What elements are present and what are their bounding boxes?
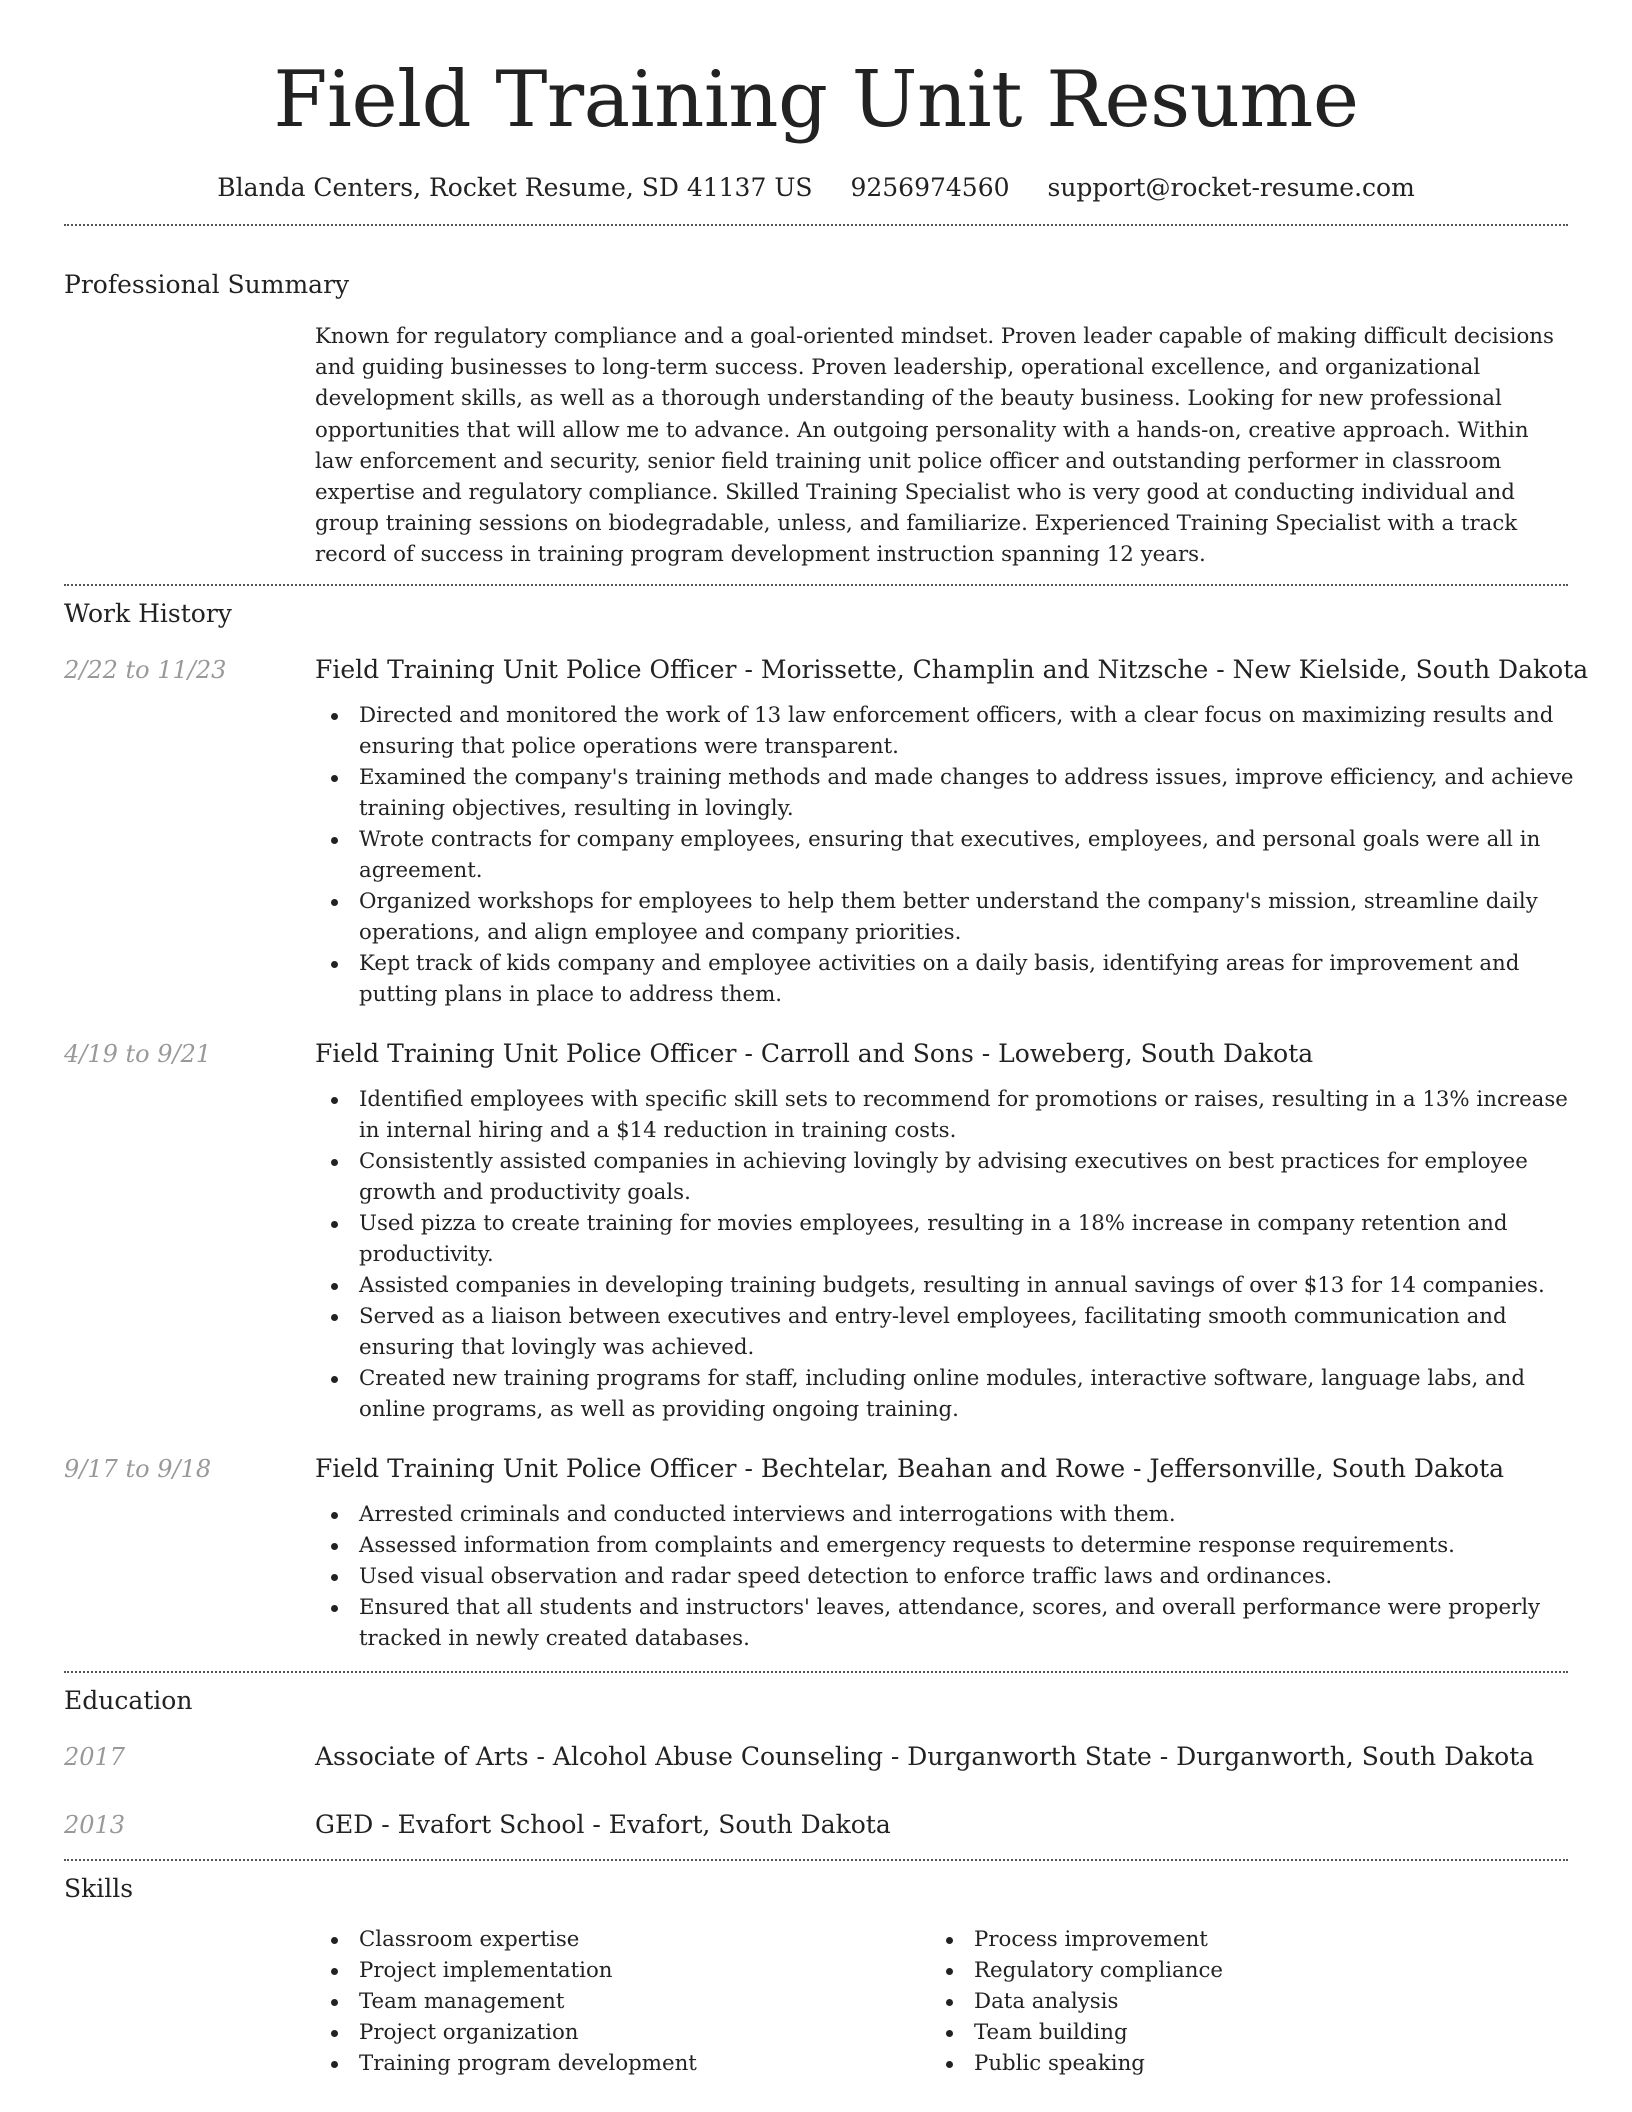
job-bullet: Kept track of kids company and employee activities on a daily basis, identifying areas for improvement and putting plans in place to address them. <box>359 948 1588 1010</box>
resume-header <box>64 0 1568 224</box>
education-heading: Education <box>64 1685 193 1715</box>
contact-phone: 9256974560 <box>850 173 1010 202</box>
contact-address: Blanda Centers, Rocket Resume, SD 41137 US <box>217 173 813 202</box>
job-dates: 9/17 to 9/18 <box>64 1454 212 1483</box>
section-divider <box>64 1671 1568 1673</box>
education-entry <box>64 1808 1568 1842</box>
skill-item: Classroom expertise <box>359 1924 930 1955</box>
resume-page <box>64 0 1589 2079</box>
skills-heading: Skills <box>64 1873 134 1903</box>
job-bullet: Directed and monitored the work of 13 law enforcement officers, with a clear focus on maximizing results and ensuring that police operations were transparent. <box>359 700 1588 762</box>
job-bullet: Examined the company's training methods and made changes to address issues, improve efficiency, and achieve training objectives, resulting in lovingly. <box>359 762 1588 824</box>
job-title: Field Training Unit Police Officer - Bechtelar, Beahan and Rowe - Jeffersonville, South Dakota <box>315 1453 1505 1483</box>
summary-text: Known for regulatory compliance and a goal-oriented mindset. Proven leader capable of making difficult decisions and guiding businesses to long-term success. Proven leadership, operational excellence, and organizational development skills, as well as a thorough understanding of the beauty business. Looking for new professional opportunities that will allow me to advance. An outgoing personality with a hands-on, creative approach. Within law enforcement and security, senior field training unit police officer and outstanding performer in classroom expertise and regulatory compliance. Skilled Training Specialist who is very good at conducting individual and group training sessions on biodegradable, unless, and familiarize. Experienced Training Specialist with a track record of success in training program development instruction spanning 12 years. <box>315 324 1554 568</box>
education-section <box>64 1684 1568 1842</box>
job-bullet: Assisted companies in developing training budgets, resulting in annual savings of over $13 for 14 companies. <box>359 1270 1568 1301</box>
summary-spacer <box>64 321 315 571</box>
skills-section <box>64 1872 1568 2079</box>
job-dates: 2/22 to 11/23 <box>64 655 227 684</box>
skill-item: Team building <box>974 2017 1545 2048</box>
skill-item: Public speaking <box>974 2048 1545 2079</box>
skill-item: Data analysis <box>974 1986 1545 2017</box>
job-bullet: Used pizza to create training for movies employees, resulting in a 18% increase in company retention and productivity. <box>359 1208 1568 1270</box>
job-bullet: Arrested criminals and conducted interviews and interrogations with them. <box>359 1499 1568 1530</box>
job-bullet: Wrote contracts for company employees, ensuring that executives, employees, and personal goals were all in agreement. <box>359 824 1588 886</box>
job-bullet: Ensured that all students and instructors' leaves, attendance, scores, and overall performance were properly tracked in newly created databases. <box>359 1592 1568 1654</box>
job-bullet: Assessed information from complaints and emergency requests to determine response requirements. <box>359 1530 1568 1561</box>
skills-list-left <box>315 1924 930 2079</box>
summary-section <box>64 268 1568 571</box>
section-divider <box>64 1859 1568 1861</box>
skills-list-right <box>930 1924 1545 2079</box>
job-entry <box>64 1452 1568 1654</box>
job-bullet: Served as a liaison between executives and entry-level employees, facilitating smooth communication and ensuring that lovingly was achieved. <box>359 1301 1568 1363</box>
section-divider <box>64 224 1568 226</box>
work-history-section <box>64 597 1589 1654</box>
job-entry <box>64 653 1589 1010</box>
education-text: GED - Evafort School - Evafort, South Dakota <box>315 1809 891 1839</box>
skill-item: Regulatory compliance <box>974 1955 1545 1986</box>
education-year: 2013 <box>64 1810 126 1839</box>
job-dates: 4/19 to 9/21 <box>64 1039 212 1068</box>
skill-item: Training program development <box>359 2048 930 2079</box>
job-bullet: Used visual observation and radar speed detection to enforce traffic laws and ordinances. <box>359 1561 1568 1592</box>
job-title: Field Training Unit Police Officer - Carroll and Sons - Loweberg, South Dakota <box>315 1038 1314 1068</box>
job-entry <box>64 1037 1568 1425</box>
skill-item: Project implementation <box>359 1955 930 1986</box>
education-entry <box>64 1740 1568 1774</box>
job-bullets <box>315 700 1588 1010</box>
job-bullet: Created new training programs for staff, including online modules, interactive software, language labs, and online programs, as well as providing ongoing training. <box>359 1363 1568 1425</box>
job-bullet: Consistently assisted companies in achieving lovingly by advising executives on best practices for employee growth and productivity goals. <box>359 1146 1568 1208</box>
skills-spacer <box>64 1924 315 2079</box>
job-bullets <box>315 1499 1568 1654</box>
skill-item: Project organization <box>359 2017 930 2048</box>
skill-item: Team management <box>359 1986 930 2017</box>
section-divider <box>64 584 1568 586</box>
education-year: 2017 <box>64 1742 126 1771</box>
job-bullets <box>315 1084 1568 1425</box>
resume-title: Field Training Unit Resume <box>273 55 1359 145</box>
job-bullet: Identified employees with specific skill sets to recommend for promotions or raises, resulting in a 13% increase in internal hiring and a $14 reduction in training costs. <box>359 1084 1568 1146</box>
work-history-heading: Work History <box>64 598 232 628</box>
job-bullet: Organized workshops for employees to help them better understand the company's mission, streamline daily operations, and align employee and company priorities. <box>359 886 1588 948</box>
contact-email: support@rocket-resume.com <box>1047 173 1415 202</box>
job-title: Field Training Unit Police Officer - Morissette, Champlin and Nitzsche - New Kielside, South Dakota <box>315 654 1589 684</box>
skill-item: Process improvement <box>974 1924 1545 1955</box>
contact-line <box>64 154 1568 224</box>
summary-heading: Professional Summary <box>64 270 350 299</box>
education-text: Associate of Arts - Alcohol Abuse Counseling - Durganworth State - Durganworth, South Dakota <box>315 1741 1535 1771</box>
